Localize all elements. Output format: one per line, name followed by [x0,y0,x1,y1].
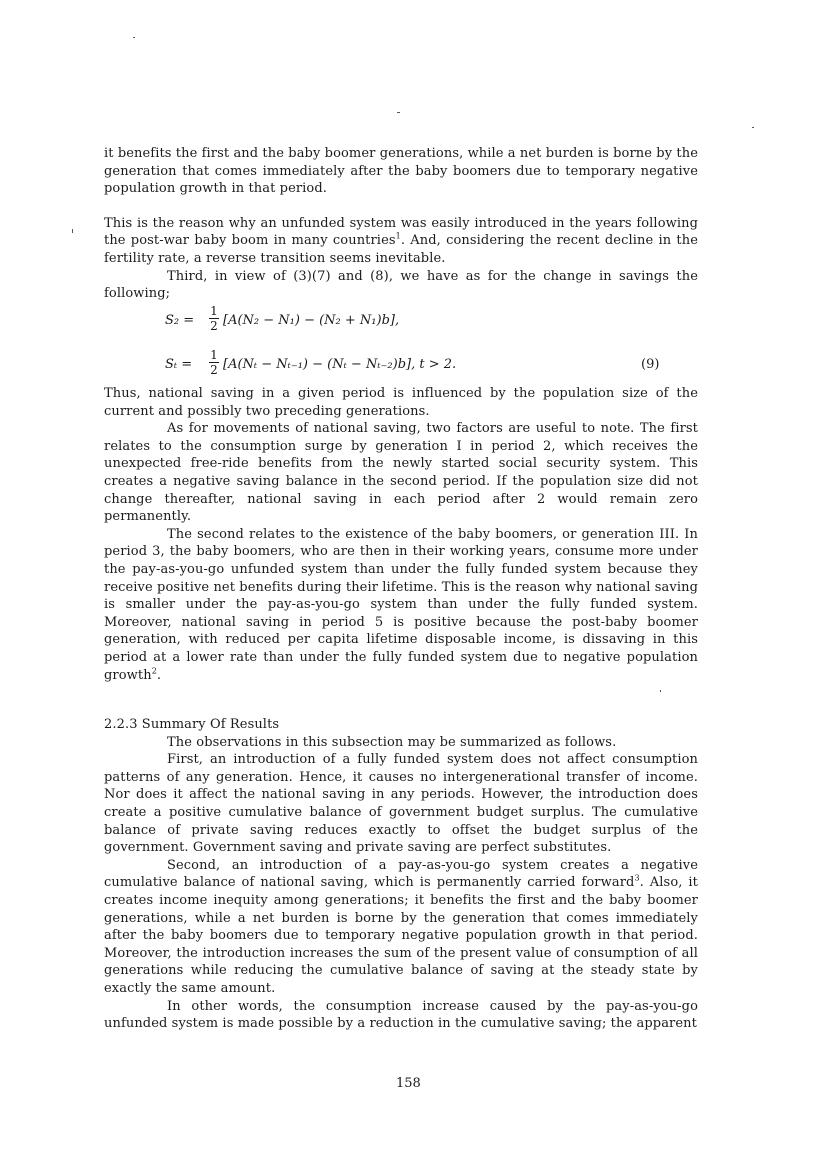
footnote-marker: 1 [395,232,401,242]
paragraph: Third, in view of (3)(7) and (8), we have as for the change in savings the following; [104,268,698,302]
equation-rhs: [A(N₂ − N₁) − (N₂ + N₁)b], [223,313,400,328]
equation-rhs: [A(Nₜ − Nₜ₋₁) − (Nₜ − Nₜ₋₂)b], t > 2. [223,357,457,372]
paragraph [104,526,698,684]
paragraph-text: Second, an introduction of a pay-as-you-go system creates a negative cumulative balance of national saving, which is permanently carried forward [104,857,698,891]
summary-text-block [104,716,698,1033]
scan-speck [72,229,73,233]
fraction-denominator: 2 [210,319,218,333]
paragraph [104,857,698,998]
equation-lhs: Sₜ = [165,357,193,372]
middle-text-block [104,385,698,684]
scan-speck [660,690,661,692]
footnote-marker: 3 [634,874,640,884]
scan-speck [133,37,135,38]
top-text-block [104,145,698,303]
paragraph: The observations in this subsection may be summarized as follows. [167,734,617,750]
paragraph [104,215,698,268]
scan-speck [752,127,754,128]
paragraph-text: . [156,667,162,683]
paragraph: it benefits the first and the baby boomer generations, while a net burden is borne by the generation that comes immediately after the baby boomers due to temporary negative population growth in that period. [104,146,698,197]
equation-lhs: S₂ = [165,313,195,328]
paragraph-text: This is the reason why an unfunded system was easily introduced in the years following the post-war baby boom in many countries [104,215,698,249]
equation-block [165,304,665,384]
fraction-numerator: 1 [210,304,218,318]
paragraph-text: . And, considering the recent decline in the fertility rate, a reverse transition seems inevitable. [104,233,698,266]
section-heading: 2.2.3 Summary Of Results [104,717,280,732]
scan-speck [397,112,400,113]
equation-st [165,348,665,384]
equation-number: (9) [641,357,660,372]
paragraph: In other words, the consumption increase caused by the pay-as-you-go unfunded system is made possible by a reduction in the cumulative saving; the apparent [104,998,698,1032]
fraction-numerator: 1 [210,348,218,362]
equation-fraction [209,348,219,377]
fraction-denominator: 2 [210,363,218,377]
equation-s2 [165,304,665,340]
footnote-marker: 2 [151,666,157,676]
page-number: 158 [396,1076,421,1091]
paragraph-text: . Also, it creates income inequity among generations; it benefits the first and the baby boomer generations, while a net burden is borne by the generation that comes immediately after the baby boomers due to temporary negative population growth in that period. Moreover, the introduction increases the sum of the present value of consumption of all generations while reducing the cumulative balance of saving at the steady state by exactly the same amount. [104,875,698,996]
paragraph: Thus, national saving in a given period is influenced by the population size of the current and possibly two preceding generations. [104,386,698,419]
paragraph-text: The second relates to the existence of the baby boomers, or generation III. In period 3, the baby boomers, who are then in their working years, consume more under the pay-as-you-go unfunded system than under the fully funded system because they receive positive net benefits during their lifetime. This is the reason why national saving is smaller under the pay-as-you-go system than under the fully funded system. Moreover, national saving in period 5 is positive because the post-baby boomer generation, with reduced per capita lifetime disposable income, is dissaving in this period at a lower rate than under the fully funded system due to negative population growth [104,526,698,683]
paragraph: First, an introduction of a fully funded system does not affect consumption patterns of any generation. Hence, it causes no intergenerational transfer of income. Nor does it affect the national saving in any periods. However, the introduction does create a positive cumulative balance of government budget surplus. The cumulative balance of private saving reduces exactly to offset the budget surplus of the government. Government saving and private saving are perfect substitutes. [104,752,698,856]
paragraph: As for movements of national saving, two factors are useful to note. The first relates to the consumption surge by generation I in period 2, which receives the unexpected free-ride benefits from the newly started social security system. This creates a negative saving balance in the second period. If the population size did not change thereafter, national saving in each period after 2 would remain zero permanently. [104,421,698,525]
equation-fraction [209,304,219,333]
